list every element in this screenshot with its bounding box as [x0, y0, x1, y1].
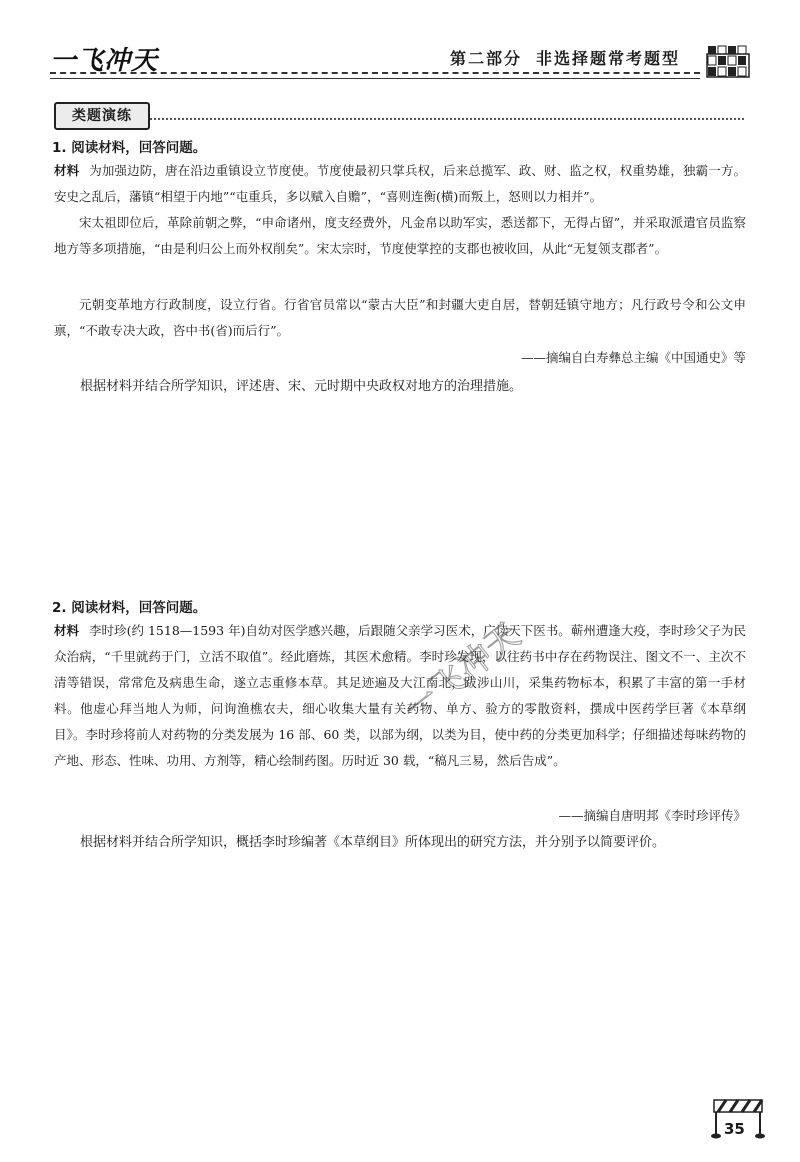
page-header	[0, 0, 800, 90]
question-1-material-p2: 宋太祖即位后，革除前朝之弊，“申命诸州，度支经费外，凡金帛以助军实，悉送都下，无得占留”，并采取派遣官员监察地方等多项措施，“由是利归公上而外权削矣”。宋太宗时，节度使掌控的支郡也被收回，从此“无复领支郡者”。	[54, 215, 746, 256]
material-text: 李时珍(约 1518—1593 年)自幼对医学感兴趣，后跟随父亲学习医术，广读天下医书。蕲州遭逢大疫，李时珍父子为民众治病，“千里就药于门，立活不取值”。经此磨炼，其医术愈精。李时珍发现，以往药书中存在药物误注、图文不一、主次不清等错误，常常危及病患生命，遂立志重修本草。其足迹遍及大江南北，跋涉山川，采集药物标本，积累了丰富的第一手材料。他虚心拜当地人为师，问询渔樵农夫，细心收集大量有关药物、单方、验方的零散资料，撰成中医药学巨著《本草纲目》。李时珍将前人对药物的分类发展为 16 部、60 类，以部为纲，以类为目，使中药的分类更加科学；仔细描述每味药物的产地、形态、性味、功用、方剂等，精心绘制药图。历时近 30 载，“稿凡三易，然后告成”。	[54, 623, 746, 768]
header-section-title	[450, 46, 694, 69]
header-divider	[50, 72, 700, 79]
question-1-material-p3: 元朝变革地方行政制度，设立行省。行省官员常以“蒙古大臣”和封疆大吏自居，替朝廷镇守地方；凡行政号令和公文申禀，“不敢专决大政，咨中书(省)而后行”。	[54, 297, 746, 338]
page-number: 35	[724, 1120, 745, 1138]
watermark-text: 一飞冲天	[396, 615, 528, 731]
material-label: 材料	[54, 163, 80, 178]
section-tag: 类题演练	[54, 102, 150, 130]
material-text: 为加强边防，唐在沿边重镇设立节度使。节度使最初只掌兵权，后来总揽军、政、财、监之权，权重势雄，独霸一方。安史之乱后，藩镇“相望于内地”“屯重兵，多以赋入自赡”，“喜则连衡(横)而叛上，怒则以力相并”。	[54, 163, 746, 204]
question-1-source: ——摘编自白寿彝总主编《中国通史》等	[520, 350, 746, 365]
material-label: 材料	[54, 623, 80, 638]
brand-logo: 一飞冲天	[50, 46, 159, 76]
grid-decoration-icon	[706, 44, 750, 78]
header-part: 第二部分	[450, 49, 523, 68]
question-2-source: ——摘编自唐明邦《李时珍评传》	[558, 808, 746, 823]
question-2-prompt: 根据材料并结合所学知识，概括李时珍编著《本草纲目》所体现出的研究方法，并分别予以简要评价。	[80, 835, 666, 850]
question-2-title: 2. 阅读材料，回答问题。	[52, 600, 207, 616]
question-1-prompt: 根据材料并结合所学知识，评述唐、宋、元时期中央政权对地方的治理措施。	[80, 379, 523, 394]
header-section: 非选择题常考题型	[536, 49, 681, 68]
section-dotted-line	[150, 118, 744, 120]
question-1-material-p1	[54, 158, 746, 210]
question-1-title: 1. 阅读材料，回答问题。	[52, 140, 207, 156]
